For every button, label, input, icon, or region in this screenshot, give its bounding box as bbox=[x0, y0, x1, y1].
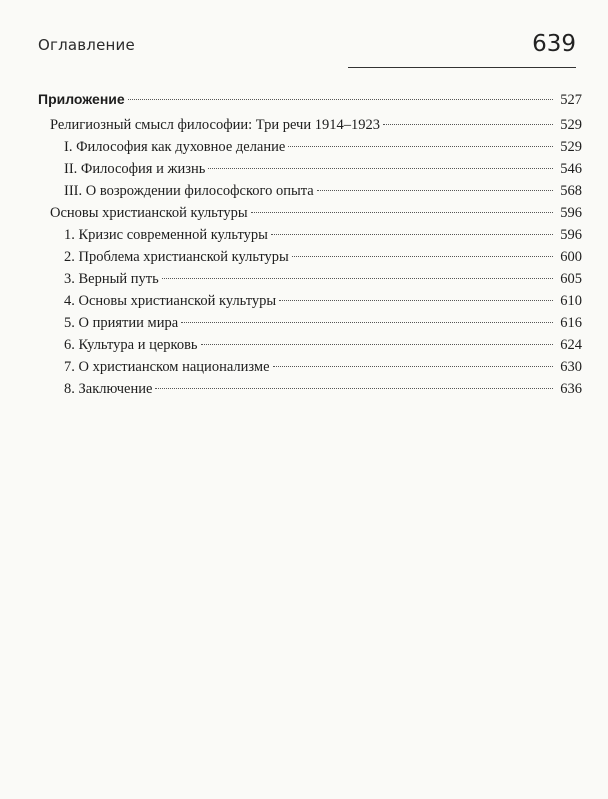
toc-entry-page: 605 bbox=[560, 271, 582, 287]
page-number: 639 bbox=[532, 31, 576, 57]
toc-entry[interactable] bbox=[38, 224, 582, 246]
dot-leader bbox=[271, 234, 553, 235]
toc-entry-page: 630 bbox=[560, 359, 582, 375]
toc-entry[interactable] bbox=[38, 158, 582, 180]
table-of-contents bbox=[38, 88, 582, 400]
toc-entry-page: 610 bbox=[560, 293, 582, 309]
toc-entry[interactable] bbox=[38, 246, 582, 268]
running-head: Оглавление bbox=[38, 36, 135, 54]
toc-entry-title: II. Философия и жизнь bbox=[64, 161, 206, 177]
toc-entry-page: 527 bbox=[560, 92, 582, 108]
dot-leader bbox=[155, 388, 553, 389]
toc-entry-page: 636 bbox=[560, 381, 582, 397]
toc-entry-page: 596 bbox=[560, 227, 582, 243]
toc-entry[interactable] bbox=[38, 202, 582, 224]
toc-entry-title: 8. Заключение bbox=[64, 381, 153, 397]
toc-entry-title: 3. Верный путь bbox=[64, 271, 159, 287]
toc-entry-page: 568 bbox=[560, 183, 582, 199]
toc-entry[interactable] bbox=[38, 136, 582, 158]
toc-entry-title: 1. Кризис современной культуры bbox=[64, 227, 268, 243]
toc-entry-title: 2. Проблема христианской культуры bbox=[64, 249, 289, 265]
toc-entry-page: 529 bbox=[560, 139, 582, 155]
dot-leader bbox=[208, 168, 553, 169]
toc-entry-title: Религиозный смысл философии: Три речи 1914–1923 bbox=[50, 117, 380, 133]
toc-entry-title: 4. Основы христианской культуры bbox=[64, 293, 277, 309]
dot-leader bbox=[181, 322, 553, 323]
dot-leader bbox=[162, 278, 553, 279]
toc-entry-page: 600 bbox=[560, 249, 582, 265]
toc-entry-page: 529 bbox=[560, 117, 582, 133]
toc-entry-title: 7. О христианском национализме bbox=[64, 359, 270, 375]
toc-entry-page: 624 bbox=[560, 337, 582, 353]
dot-leader bbox=[251, 212, 553, 213]
toc-entry-title: Приложение bbox=[38, 91, 125, 107]
dot-leader bbox=[317, 190, 553, 191]
toc-entry[interactable] bbox=[38, 88, 582, 110]
toc-entry[interactable] bbox=[38, 268, 582, 290]
toc-entry[interactable] bbox=[38, 378, 582, 400]
dot-leader bbox=[279, 300, 553, 301]
dot-leader bbox=[383, 124, 553, 125]
toc-entry-title: I. Философия как духовное делание bbox=[64, 139, 286, 155]
toc-entry-title: III. О возрождении философского опыта bbox=[64, 183, 314, 199]
toc-entry[interactable] bbox=[38, 356, 582, 378]
header-rule bbox=[348, 67, 576, 68]
dot-leader bbox=[288, 146, 553, 147]
toc-entry-page: 546 bbox=[560, 161, 582, 177]
toc-entry[interactable] bbox=[38, 334, 582, 356]
toc-entry[interactable] bbox=[38, 180, 582, 202]
dot-leader bbox=[201, 344, 553, 345]
toc-entry[interactable] bbox=[38, 290, 582, 312]
toc-entry-title: Основы христианской культуры bbox=[50, 205, 248, 221]
dot-leader bbox=[273, 366, 553, 367]
dot-leader bbox=[128, 99, 553, 100]
toc-entry-title: 5. О приятии мира bbox=[64, 315, 179, 331]
toc-entry-title: 6. Культура и церковь bbox=[64, 337, 198, 353]
toc-entry[interactable] bbox=[38, 114, 582, 136]
dot-leader bbox=[292, 256, 553, 257]
toc-entry[interactable] bbox=[38, 312, 582, 334]
toc-entry-page: 596 bbox=[560, 205, 582, 221]
toc-entry-page: 616 bbox=[560, 315, 582, 331]
